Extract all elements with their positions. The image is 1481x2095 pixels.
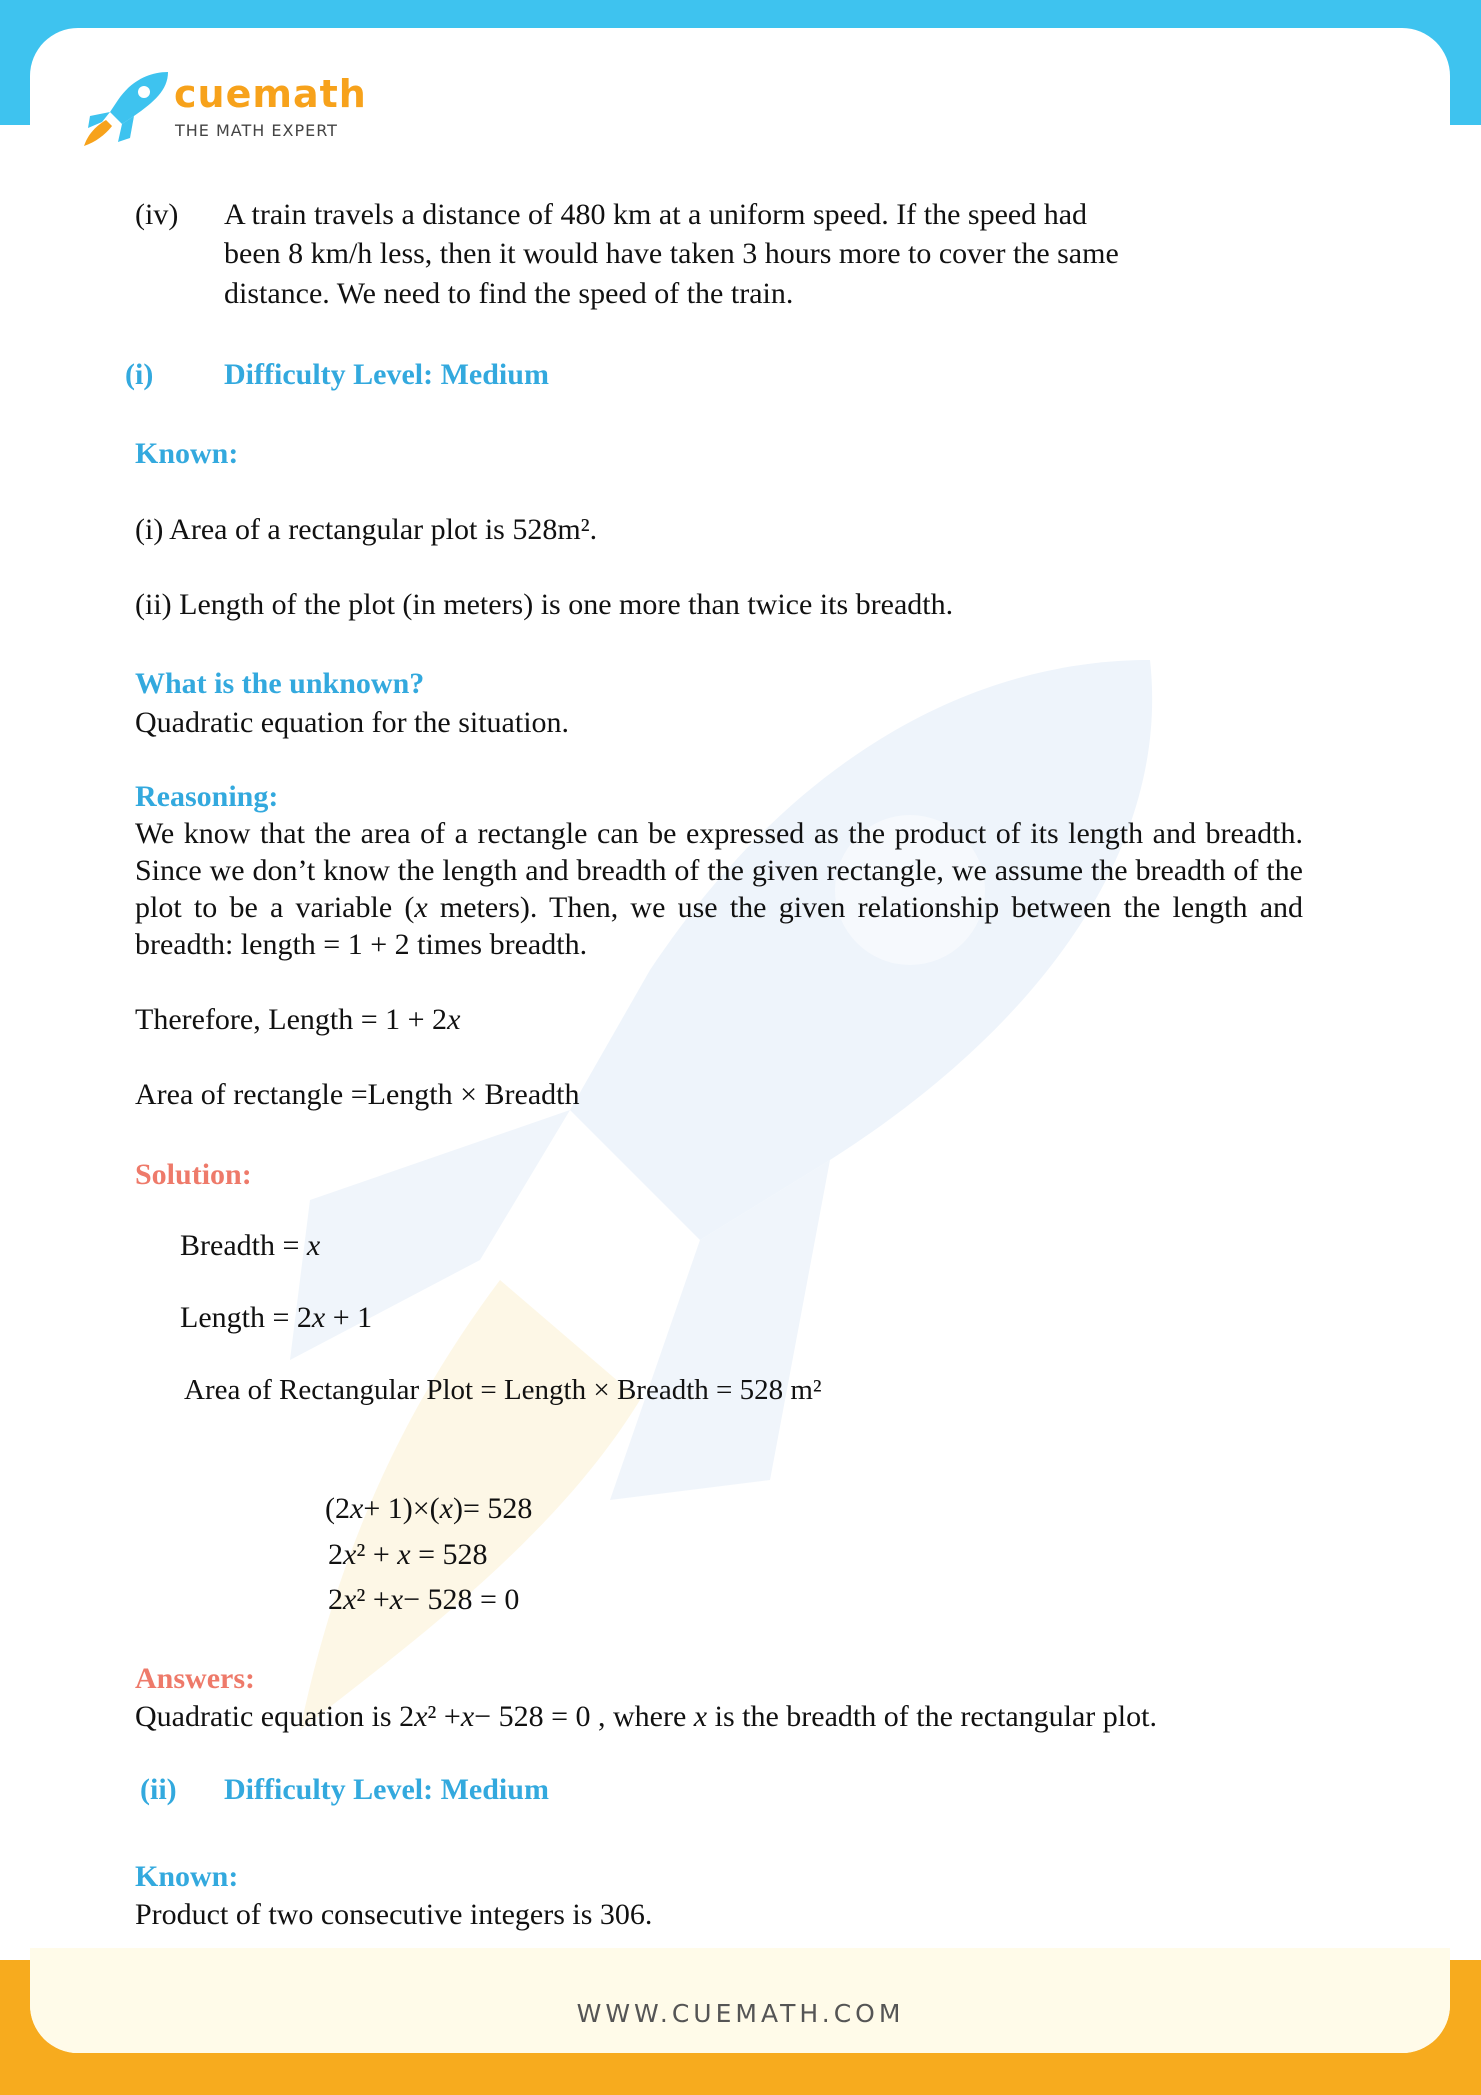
part-ii-label: (ii) (140, 1773, 177, 1806)
known-item-1: (i) Area of a rectangular plot is 528m². (135, 513, 598, 546)
area-formula: Area of rectangle =Length × Breadth (135, 1078, 580, 1111)
breadth-equation: Breadth = x (180, 1229, 321, 1262)
reasoning-paragraph: We know that the area of a rectangle can be expressed as the product of its length and breadth. Since we don’t know the length and breadth of the given rectangle, we assume the breadth of the plot to be a variable (x meters). Then, we use the given relationship between the length and breadth: length = 1 + 2 times breadth. (135, 817, 1304, 961)
rocket-logo-icon (82, 68, 172, 148)
question-iv-label: (iv) (135, 198, 179, 231)
known-item-2: (ii) Length of the plot (in meters) is one more than twice its breadth. (135, 588, 954, 621)
question-iv-line-2: been 8 km/h less, then it would have taken 3 hours more to cover the same (224, 237, 1119, 270)
equation-step-3: 2x² +x− 528 = 0 (328, 1583, 520, 1616)
answers-heading: Answers: (135, 1662, 255, 1695)
footer-website: WWW.CUEMATH.COM (576, 1999, 905, 2028)
equation-step-1: (2x+ 1)×(x)= 528 (325, 1492, 533, 1525)
known-heading: Known: (135, 437, 239, 470)
unknown-heading: What is the unknown? (135, 667, 425, 700)
length-equation: Length = 2x + 1 (180, 1301, 373, 1334)
equation-step-2: 2x² + x = 528 (328, 1538, 488, 1571)
part-ii-known-text: Product of two consecutive integers is 306. (135, 1898, 653, 1931)
answer-text: Quadratic equation is 2x² +x− 528 = 0 , where x is the breadth of the rectangular plot. (135, 1700, 1157, 1733)
brand-tagline: THE MATH EXPERT (175, 121, 338, 140)
part-ii-known-heading: Known: (135, 1860, 239, 1893)
question-iv-line-1: A train travels a distance of 480 km at a uniform speed. If the speed had (224, 198, 1088, 231)
rocket-watermark-icon (270, 640, 1210, 1740)
reasoning-heading: Reasoning: (135, 780, 279, 813)
part-i-difficulty: Difficulty Level: Medium (224, 358, 549, 391)
brand-name: cuemath (174, 72, 367, 116)
unknown-text: Quadratic equation for the situation. (135, 706, 570, 739)
length-expression: Therefore, Length = 1 + 2x (135, 1003, 461, 1036)
solution-heading: Solution: (135, 1158, 252, 1191)
question-iv-line-3: distance. We need to find the speed of the train. (224, 277, 794, 310)
part-i-label: (i) (125, 358, 154, 391)
part-ii-difficulty: Difficulty Level: Medium (224, 1773, 549, 1806)
area-plot-equation: Area of Rectangular Plot = Length × Breadth = 528 m² (184, 1374, 822, 1406)
